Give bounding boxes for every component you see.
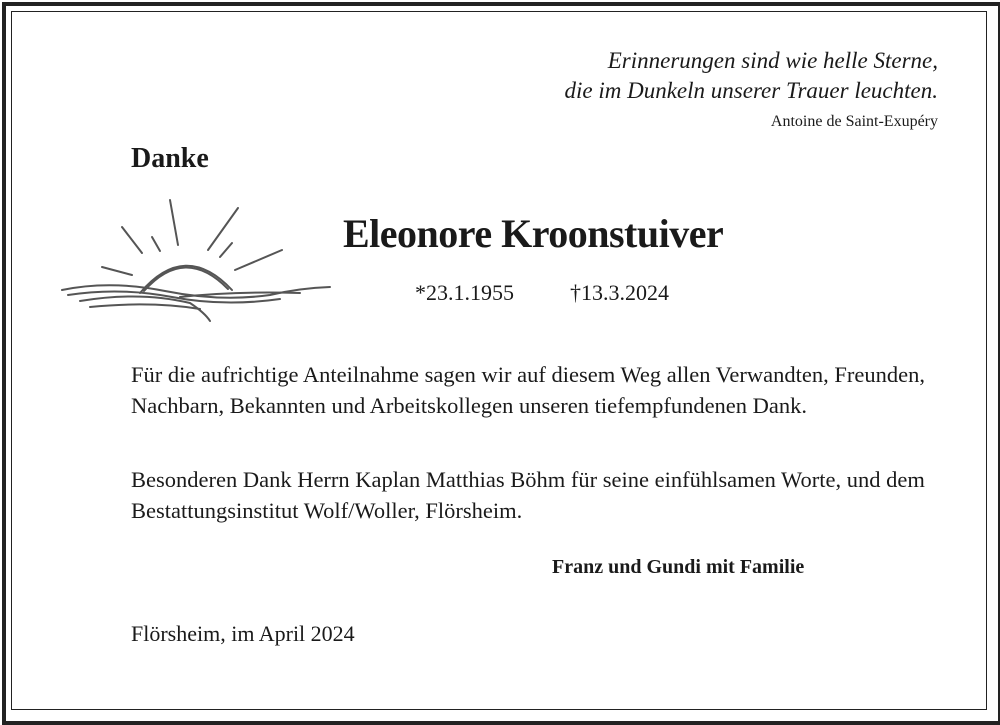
heading-danke: Danke	[131, 143, 209, 174]
thanks-paragraph-1: Für die aufrichtige Anteilnahme sagen wir auf diesem Weg allen Verwandten, Freunden, Nachbarn, Bekannten und Arbeitskollegen unseren tiefempfundenen Dank.	[131, 362, 925, 418]
quote-line-1: Erinnerungen sind wie helle Sterne,	[607, 48, 938, 73]
deceased-name: Eleonore Kroonstuiver	[343, 211, 724, 256]
place-date: Flörsheim, im April 2024	[131, 621, 355, 646]
quote-line-2: die im Dunkeln unserer Trauer leuchten.	[564, 78, 938, 103]
death-date: †13.3.2024	[570, 280, 669, 305]
signature: Franz und Gundi mit Familie	[552, 556, 805, 578]
sunset-icon	[60, 195, 335, 325]
birth-date: *23.1.1955	[415, 280, 514, 305]
thanks-paragraph-2: Besonderen Dank Herrn Kaplan Matthias Böhm für seine einfühlsamen Worte, und dem Bestattungsinstitut Wolf/Woller, Flörsheim.	[131, 467, 925, 523]
quote-author: Antoine de Saint-Exupéry	[770, 113, 938, 130]
